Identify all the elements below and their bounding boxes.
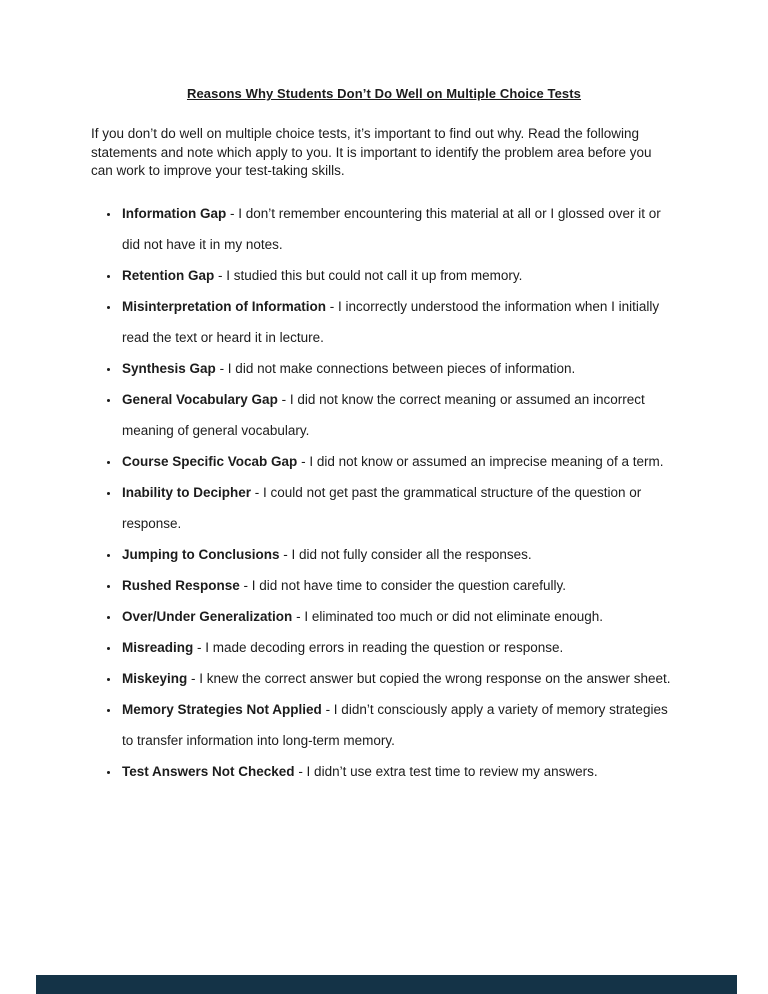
item-description: - I didn’t use extra test time to review my answers. — [298, 763, 598, 779]
item-term: Jumping to Conclusions — [122, 546, 280, 562]
list-item — [120, 756, 677, 787]
page-title: Reasons Why Students Don’t Do Well on Multiple Choice Tests — [186, 86, 581, 101]
list-item — [120, 353, 677, 384]
list-item — [120, 260, 677, 291]
item-term: Test Answers Not Checked — [122, 763, 295, 779]
item-term: Rushed Response — [122, 577, 240, 593]
item-description: - I could not get past the grammatical structure of the question or response. — [122, 484, 642, 531]
list-item — [120, 694, 677, 756]
item-term: Inability to Decipher — [122, 484, 252, 500]
list-item — [120, 198, 677, 260]
list-item — [120, 291, 677, 353]
list-item — [120, 384, 677, 446]
item-description: - I didn’t consciously apply a variety of memory strategies to transfer information into long-term memory. — [122, 701, 668, 748]
reasons-list — [91, 198, 677, 787]
item-description: - I incorrectly understood the information when I initially read the text or heard it in lecture. — [122, 298, 660, 345]
item-term: Misinterpretation of Information — [122, 298, 326, 314]
item-description: - I eliminated too much or did not eliminate enough. — [296, 608, 604, 624]
item-description: - I did not make connections between pieces of information. — [219, 360, 576, 376]
item-description: - I studied this but could not call it up from memory. — [218, 267, 523, 283]
item-description: - I made decoding errors in reading the question or response. — [197, 639, 564, 655]
footer-bar — [36, 975, 737, 994]
item-description: - I did not have time to consider the question carefully. — [243, 577, 566, 593]
item-term: Synthesis Gap — [122, 360, 216, 376]
item-description: - I don’t remember encountering this material at all or I glossed over it or did not have it in my notes. — [122, 205, 661, 252]
item-description: - I did not fully consider all the responses. — [283, 546, 532, 562]
item-term: Memory Strategies Not Applied — [122, 701, 322, 717]
item-term: Retention Gap — [122, 267, 215, 283]
list-item — [120, 601, 677, 632]
item-term: Over/Under Generalization — [122, 608, 293, 624]
item-term: Course Specific Vocab Gap — [122, 453, 298, 469]
list-item — [120, 539, 677, 570]
item-description: - I knew the correct answer but copied the wrong response on the answer sheet. — [191, 670, 671, 686]
item-description: - I did not know the correct meaning or assumed an incorrect meaning of general vocabulary. — [122, 391, 645, 438]
list-item — [120, 446, 677, 477]
item-term: General Vocabulary Gap — [122, 391, 278, 407]
list-item — [120, 477, 677, 539]
list-item — [120, 570, 677, 601]
item-term: Miskeying — [122, 670, 188, 686]
item-term: Misreading — [122, 639, 194, 655]
list-item — [120, 632, 677, 663]
intro-paragraph: If you don’t do well on multiple choice tests, it’s important to find out why. Read the following statements and note which apply to you. It is important to identify the problem area before you can work to improve your test-taking skills. — [91, 126, 652, 178]
list-item — [120, 663, 677, 694]
item-term: Information Gap — [122, 205, 227, 221]
item-description: - I did not know or assumed an imprecise meaning of a term. — [301, 453, 664, 469]
